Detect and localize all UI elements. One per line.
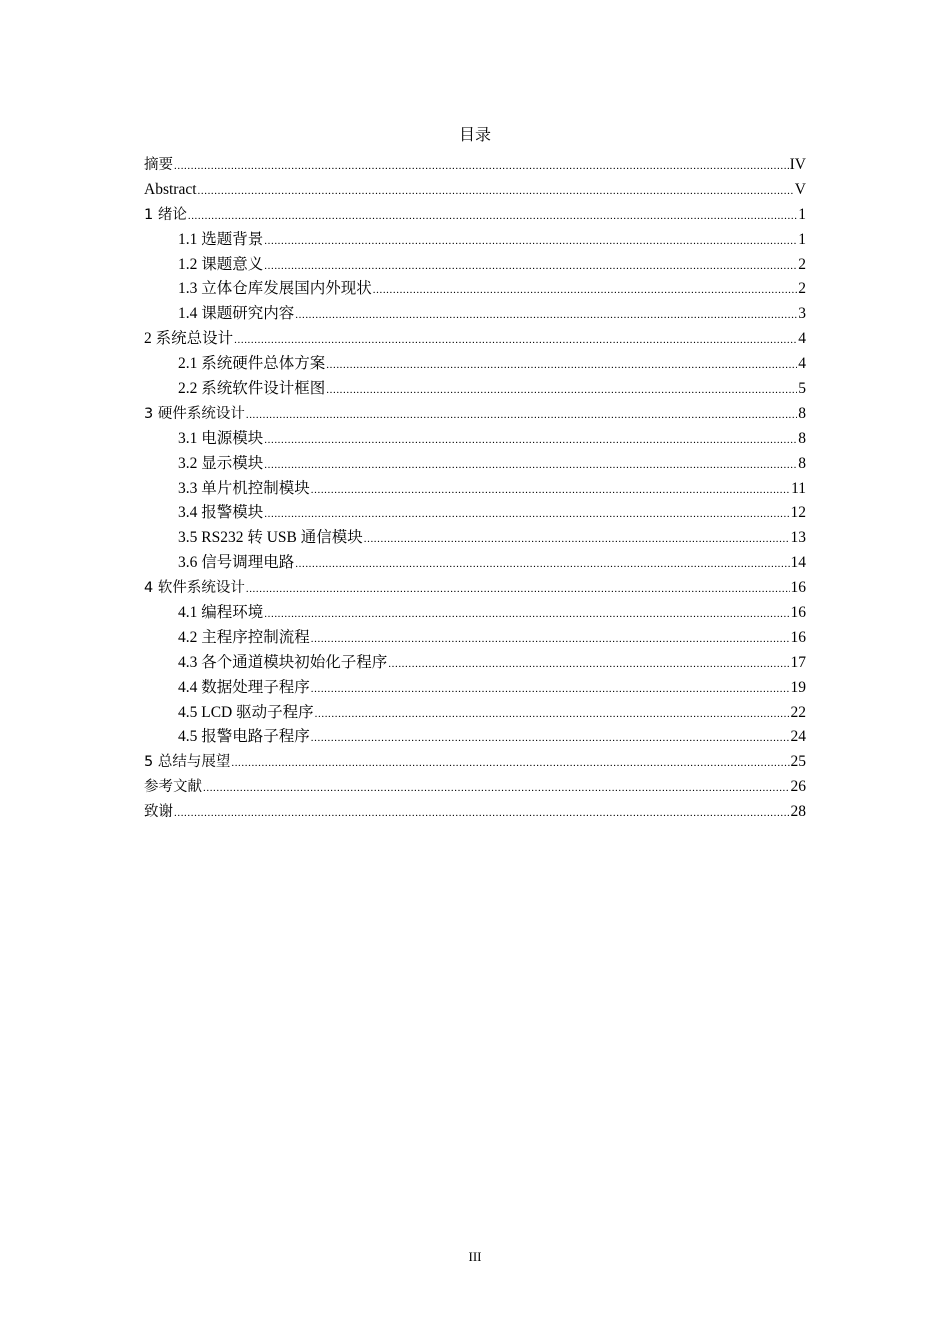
toc-entry-label: 1.4 课题研究内容 (178, 305, 295, 323)
toc-entry-label: 3.1 电源模块 (178, 429, 264, 447)
toc-entry-page: 24 (790, 728, 806, 746)
toc-entry-page: 8 (798, 404, 806, 422)
toc-entry-page: 13 (790, 529, 806, 547)
toc-entry-page: 11 (791, 479, 806, 497)
toc-entry-page: 8 (798, 454, 806, 472)
toc-entry[interactable] (144, 701, 806, 726)
toc-dot-leader (364, 527, 790, 552)
toc-entry[interactable] (144, 377, 806, 402)
toc-entry-label: 4.5 报警电路子程序 (178, 728, 310, 746)
toc-entry-page: 5 (798, 380, 806, 398)
toc-entry-page: 12 (790, 504, 806, 522)
toc-dot-leader (246, 577, 790, 602)
toc-entry[interactable] (144, 775, 806, 800)
toc-entry-label: 4.5 LCD 驱动子程序 (178, 703, 314, 721)
toc-entry[interactable] (144, 427, 806, 452)
toc-entry[interactable] (144, 402, 806, 427)
toc-entry-label: 3.2 显示模块 (178, 454, 264, 472)
toc-entry-page: 25 (790, 753, 806, 771)
toc-entry[interactable] (144, 651, 806, 676)
toc-entry[interactable] (144, 352, 806, 377)
toc-title: 目录 (458, 127, 491, 144)
toc-entry-label: 4.2 主程序控制流程 (178, 628, 310, 646)
toc-entry[interactable] (144, 526, 806, 551)
toc-entry[interactable] (144, 178, 806, 203)
toc-entry-label: 摘要 (144, 157, 173, 173)
toc-entry[interactable] (144, 302, 806, 327)
toc-dot-leader (234, 328, 797, 353)
toc-entry-page: IV (789, 156, 806, 173)
toc-entry[interactable] (144, 153, 806, 178)
toc-entry-label: 2 系统总设计 (144, 330, 234, 348)
toc-entry-page: 16 (790, 579, 806, 597)
toc-entry-label: 2.1 系统硬件总体方案 (178, 355, 326, 373)
toc-dot-leader (264, 502, 789, 527)
toc-entry-page: 19 (790, 678, 806, 696)
toc-entry-page: 3 (798, 305, 806, 323)
toc-dot-leader (264, 602, 789, 627)
toc-entry-label: 4.4 数据处理子程序 (178, 678, 310, 696)
toc-dot-leader (295, 303, 797, 328)
toc-dot-leader (264, 229, 797, 254)
toc-entry-label: 1.1 选题背景 (178, 230, 264, 248)
toc-entry[interactable] (144, 452, 806, 477)
toc-entry-label: 4.1 编程环境 (178, 604, 264, 622)
toc-dot-leader (231, 751, 789, 776)
toc-dot-leader (311, 726, 790, 751)
toc-entry-page: 22 (790, 703, 806, 721)
toc-entry-label: 4 软件系统设计 (144, 580, 245, 597)
toc-entry[interactable] (144, 501, 806, 526)
toc-entry-label: 2.2 系统软件设计框图 (178, 380, 326, 398)
toc-entry-page: 4 (798, 355, 806, 373)
toc-dot-leader (203, 776, 790, 801)
toc-dot-leader (373, 278, 797, 303)
toc-entry[interactable] (144, 576, 806, 601)
toc-entry[interactable] (144, 601, 806, 626)
toc-entry-page: 26 (790, 778, 806, 796)
toc-entry-label: 1 绪论 (144, 206, 187, 223)
toc-entry[interactable] (144, 253, 806, 278)
toc-dot-leader (311, 627, 790, 652)
toc-entry[interactable] (144, 750, 806, 775)
toc-entry-label: 5 总结与展望 (144, 754, 231, 771)
toc-entry[interactable] (144, 551, 806, 576)
toc-entry-label: 致谢 (144, 804, 173, 821)
toc-entry-page: 2 (798, 255, 806, 273)
toc-entry-page: 17 (790, 653, 806, 671)
toc-dot-leader (326, 353, 797, 378)
toc-dot-leader (188, 204, 797, 229)
toc-entry[interactable] (144, 477, 806, 502)
toc-entry-page: 16 (790, 628, 806, 646)
toc-dot-leader (264, 254, 797, 279)
toc-entry-page: 1 (798, 205, 806, 223)
toc-dot-leader (174, 154, 789, 179)
toc-entry[interactable] (144, 203, 806, 228)
toc-dot-leader (315, 702, 790, 727)
toc-dot-leader (198, 179, 794, 204)
toc-entry[interactable] (144, 327, 806, 352)
toc-dot-leader (264, 428, 797, 453)
toc-entry[interactable] (144, 676, 806, 701)
toc-entry[interactable] (144, 725, 806, 750)
toc-entry-label: 3.3 单片机控制模块 (178, 479, 310, 497)
toc-dot-leader (264, 453, 797, 478)
toc-entry[interactable] (144, 800, 806, 825)
toc-dot-leader (295, 552, 789, 577)
toc-entry-label: Abstract (144, 180, 197, 198)
toc-dot-leader (388, 652, 789, 677)
toc-entry-label: 3 硬件系统设计 (144, 405, 245, 422)
toc-entry-label: 3.5 RS232 转 USB 通信模块 (178, 529, 363, 547)
toc-entry[interactable] (144, 228, 806, 253)
toc-entry-label: 3.6 信号调理电路 (178, 554, 295, 572)
toc-dot-leader (174, 801, 790, 826)
toc-entry-label: 4.3 各个通道模块初始化子程序 (178, 653, 388, 671)
toc-entry-label: 1.2 课题意义 (178, 255, 264, 273)
toc-entry[interactable] (144, 277, 806, 302)
toc-entry-page: 4 (798, 330, 806, 348)
toc-entry-label: 参考文献 (144, 779, 202, 796)
toc-entry-page: 16 (790, 604, 806, 622)
toc-dot-leader (246, 403, 797, 428)
toc-entry-page: 8 (798, 429, 806, 447)
table-of-contents (144, 153, 806, 825)
page-number: III (468, 1249, 482, 1264)
toc-entry-page: 28 (790, 803, 806, 821)
toc-entry-page: 2 (798, 280, 806, 298)
toc-dot-leader (326, 378, 797, 403)
toc-entry-page: V (794, 180, 806, 198)
toc-entry-page: 14 (790, 554, 806, 572)
toc-entry-page: 1 (798, 230, 806, 248)
toc-entry[interactable] (144, 626, 806, 651)
toc-dot-leader (311, 677, 790, 702)
toc-dot-leader (311, 478, 790, 503)
toc-entry-label: 1.3 立体仓库发展国内外现状 (178, 280, 372, 298)
toc-entry-label: 3.4 报警模块 (178, 504, 264, 522)
